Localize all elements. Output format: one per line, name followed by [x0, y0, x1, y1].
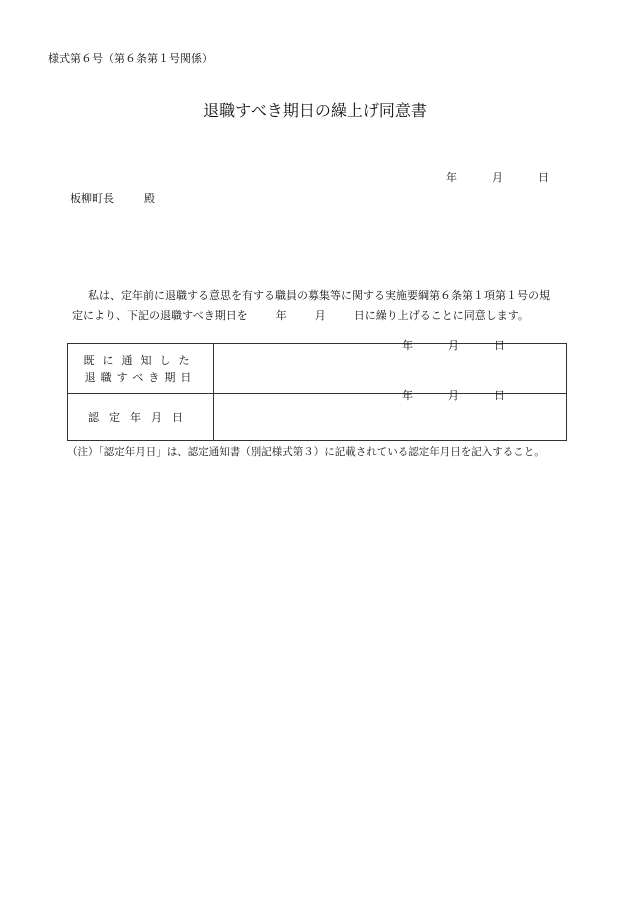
body-year-label: 年: [275, 309, 287, 322]
body-text-line2-start: 定により、下記の退職すべき期日を: [72, 309, 248, 322]
document-title: 退職すべき期日の繰上げ同意書: [203, 101, 427, 120]
addressee-honorific: 殿: [144, 192, 155, 205]
date-table: [67, 339, 567, 441]
notified-date-label-line2: 退職すべき期日: [84, 370, 197, 384]
table-row: [68, 344, 567, 394]
row2-day-label: 日: [494, 389, 505, 402]
row2-month-label: 月: [448, 389, 459, 402]
certification-date-value[interactable]: [214, 389, 567, 441]
addressee: [70, 190, 155, 206]
body-text-line2: [72, 307, 529, 323]
table-row: [68, 394, 567, 441]
row1-month-label: 月: [448, 339, 459, 352]
body-text-line2-end: 日に繰り上げることに同意します。: [353, 309, 529, 322]
footnote: （注）「認定年月日」は、認定通知書（別記様式第３）に記載されている認定年月日を記入すること。: [67, 446, 545, 458]
date-year-label: 年: [446, 171, 457, 184]
form-number: 様式第６号（第６条第１号関係）: [48, 52, 213, 65]
row2-year-label: 年: [402, 389, 413, 402]
addressee-name: 板柳町長: [70, 192, 114, 205]
notified-date-label: [68, 344, 214, 394]
row1-year-label: 年: [402, 339, 413, 352]
notified-date-value[interactable]: [214, 339, 567, 394]
date-month-label: 月: [492, 171, 503, 184]
date-day-label: 日: [538, 171, 549, 184]
notified-date-label-line1: 既に通知した: [83, 353, 198, 367]
certification-date-label: 認定年月日: [68, 394, 214, 441]
body-month-label: 月: [314, 309, 326, 322]
row1-day-label: 日: [494, 339, 505, 352]
body-text-line1: 私は、定年前に退職する意思を有する職員の募集等に関する実施要綱第６条第１項第１号の規: [88, 289, 550, 302]
